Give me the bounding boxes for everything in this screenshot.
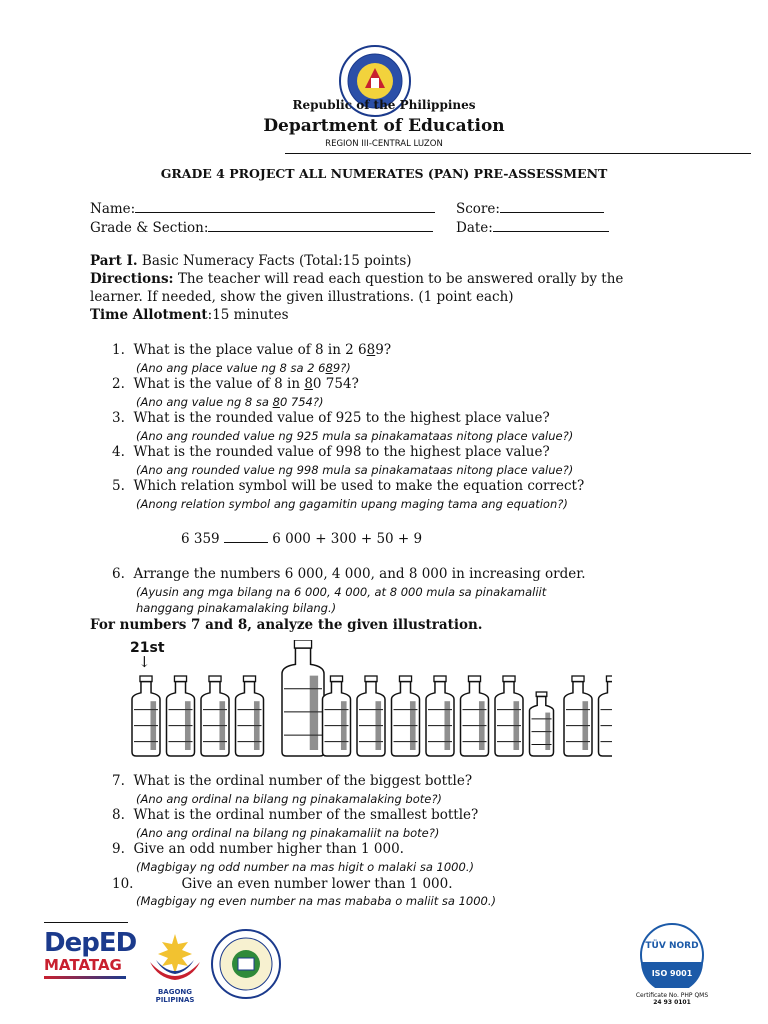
question-2-translation: (Ano ang value ng 8 sa 80 754?) — [136, 395, 324, 409]
illustration-intro: For numbers 7 and 8, analyze the given illustration. — [90, 617, 483, 633]
question-7: 7. What is the ordinal number of the biggest bottle? — [112, 773, 473, 789]
matatag-wordmark: MATATAG — [44, 956, 122, 974]
bagong-pilipinas-label: BAGONG PILIPINAS — [155, 988, 195, 1004]
school-division-seal-icon — [210, 928, 282, 1000]
time-allotment: Time Allotment:15 minutes — [90, 307, 289, 323]
question-4: 4. What is the rounded value of 998 to the highest place value? — [112, 444, 550, 460]
directions-line2: learner. If needed, show the given illustrations. (1 point each) — [90, 289, 514, 305]
question-9: 9. Give an odd number higher than 1 000. — [112, 841, 404, 857]
bottle — [599, 676, 613, 756]
question-8-translation: (Ano ang ordinal na bilang ng pinakamaliit na bote?) — [136, 826, 440, 840]
bottle — [357, 676, 385, 756]
question-7-translation: (Ano ang ordinal na bilang ng pinakamalaking bote?) — [136, 792, 442, 806]
question-3-translation: (Ano ang rounded value ng 925 mula sa pinakamataas nitong place value?) — [136, 429, 574, 443]
question-5-translation: (Anong relation symbol ang gagamitin upang maging tama ang equation?) — [136, 497, 568, 511]
question-1: 1. What is the place value of 8 in 2 689? — [112, 342, 392, 358]
deped-logo — [44, 928, 137, 994]
certificate-label: Certificate No. PHP QMS — [635, 992, 709, 999]
question-6: 6. Arrange the numbers 6 000, 4 000, and 8 000 in increasing order. — [112, 566, 586, 582]
question-6-translation-line2: hanggang pinakamalaking bilang.) — [136, 601, 337, 615]
department-heading: Department of Education — [263, 116, 505, 136]
grade-section-label: Grade & Section: — [90, 220, 209, 236]
question-5: 5. Which relation symbol will be used to make the equation correct? — [112, 478, 585, 494]
part1-heading: Part I. Basic Numeracy Facts (Total:15 points) — [90, 253, 412, 269]
bottle — [564, 676, 592, 756]
page-title: GRADE 4 PROJECT ALL NUMERATES (PAN) PRE-ASSESSMENT — [160, 166, 608, 181]
bottle — [201, 676, 229, 756]
matatag-underline — [44, 976, 126, 979]
question-4-translation: (Ano ang rounded value ng 998 mula sa pinakamataas nitong place value?) — [136, 463, 574, 477]
bagong-pilipinas-logo — [142, 932, 208, 1004]
down-arrow-icon: ↓ — [138, 653, 151, 671]
question-2: 2. What is the value of 8 in 80 754? — [112, 376, 359, 392]
footer-rule — [44, 922, 128, 923]
bottle — [461, 676, 489, 756]
bottle — [167, 676, 195, 756]
region-heading: REGION III-CENTRAL LUZON — [325, 139, 443, 149]
bottle — [426, 676, 454, 756]
equation: 6 359 6 000 + 300 + 50 + 9 — [181, 531, 423, 547]
score-field[interactable] — [456, 200, 604, 217]
bottle — [282, 640, 324, 756]
name-field[interactable] — [90, 200, 435, 217]
certificate-number: 24 93 0101 — [653, 999, 691, 1006]
question-8: 8. What is the ordinal number of the smallest bottle? — [112, 807, 479, 823]
directions: Directions: The teacher will read each question to be answered orally by the — [90, 271, 624, 287]
date-field[interactable] — [456, 219, 609, 236]
question-1-translation: (Ano ang place value ng 8 sa 2 689?) — [136, 361, 351, 375]
bottles-svg — [126, 640, 612, 760]
equation-blank[interactable] — [224, 530, 268, 543]
tuv-label: TÜV NORD — [645, 941, 699, 951]
republic-heading: Republic of the Philippines — [292, 98, 476, 112]
header-rule — [285, 153, 751, 154]
bottle — [323, 676, 351, 756]
ordinal-label: 21st — [130, 640, 165, 656]
deped-wordmark: DepED — [44, 928, 137, 958]
question-10-translation: (Magbigay ng even number na mas mababa o maliit sa 1000.) — [136, 894, 497, 908]
bottles-illustration — [126, 640, 612, 760]
bottle — [530, 692, 554, 756]
bottle — [132, 676, 160, 756]
bottle — [495, 676, 523, 756]
question-10: 10. Give an even number lower than 1 000. — [112, 876, 453, 892]
question-9-translation: (Magbigay ng odd number na mas higit o malaki sa 1000.) — [136, 860, 474, 874]
grade-section-field[interactable] — [90, 219, 433, 236]
question-3: 3. What is the rounded value of 925 to the highest place value? — [112, 410, 550, 426]
bottle — [392, 676, 420, 756]
iso-label: ISO 9001 — [651, 969, 693, 978]
date-label: Date: — [456, 220, 493, 236]
tuv-iso-logo — [628, 922, 716, 1006]
question-6-translation: (Ayusin ang mga bilang na 6 000, 4 000, at 8 000 mula sa pinakamaliit — [136, 585, 547, 599]
bottle — [236, 676, 264, 756]
score-label: Score: — [456, 201, 500, 217]
name-label: Name: — [90, 201, 136, 217]
